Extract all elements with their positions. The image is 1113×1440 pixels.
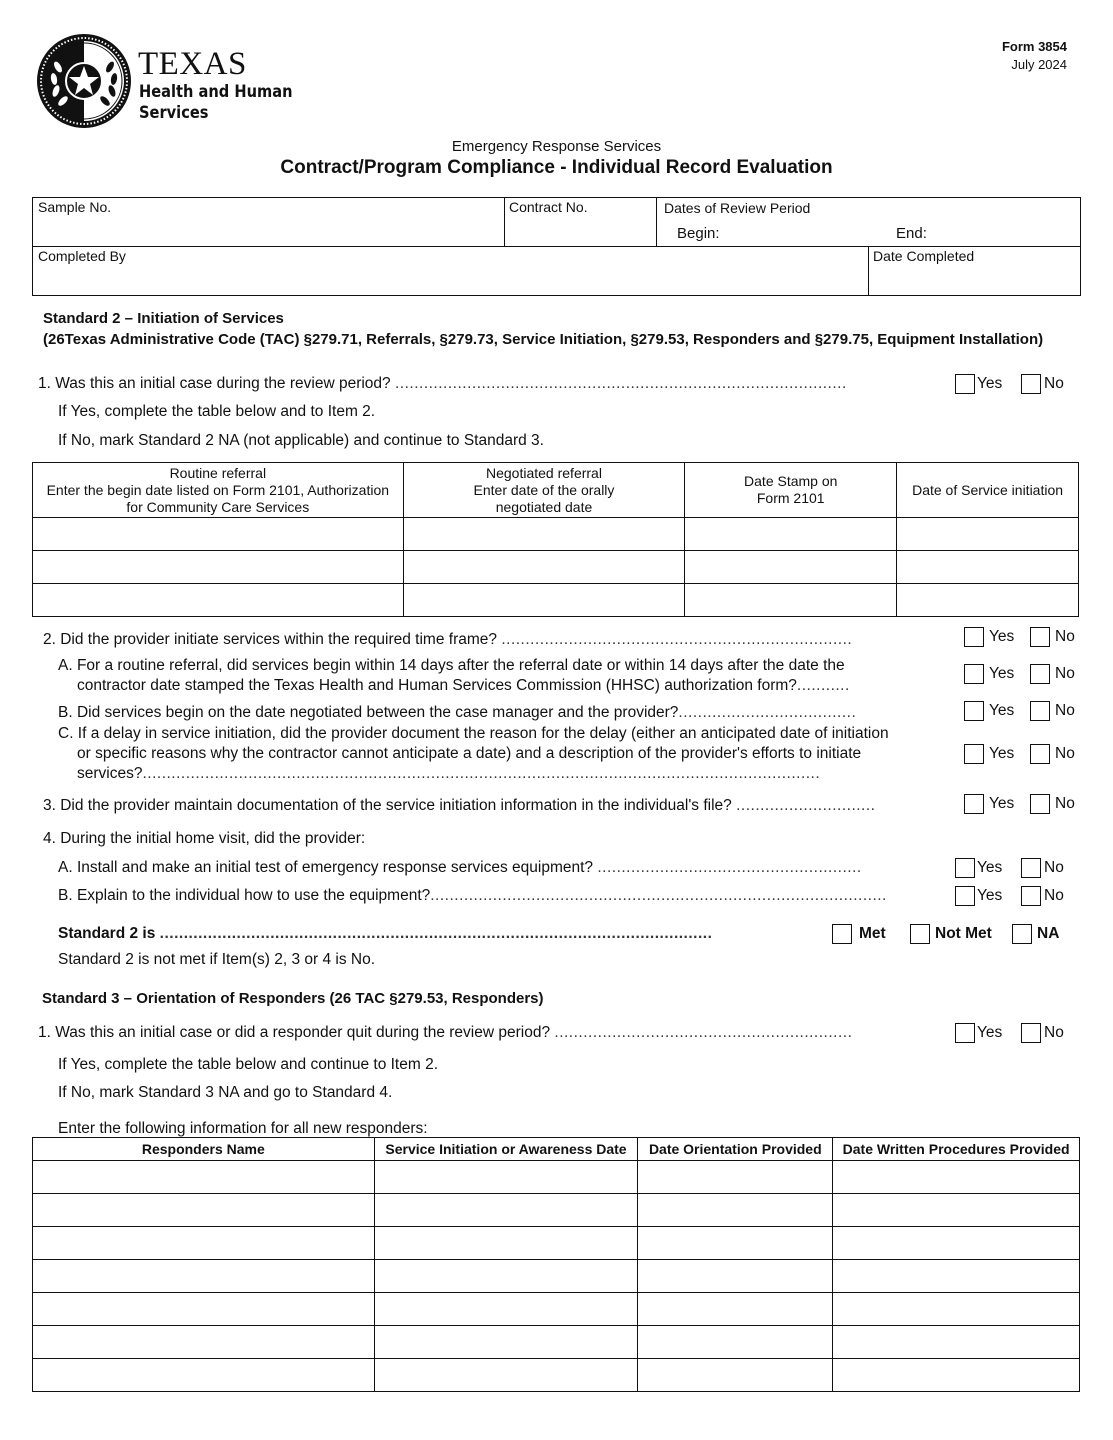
standard2-q2-text: 2. Did the provider initiate services within the required time frame? — [43, 631, 498, 648]
leader-dots: .............................................................................................. — [394, 375, 847, 392]
table-cell-input[interactable] — [897, 592, 1078, 608]
info-fields-box — [32, 197, 1081, 296]
yes-label: Yes — [989, 665, 1015, 682]
standard2-q4b-text: B. Explain to the individual how to use the equipment? — [58, 887, 431, 904]
yes-label: Yes — [977, 1024, 1003, 1041]
table-cell-input[interactable] — [638, 1334, 832, 1350]
table-cell-input[interactable] — [33, 1367, 374, 1383]
table-row — [33, 1227, 1080, 1260]
leader-dots: ............................. — [736, 797, 876, 814]
sample-no-label: Sample No. — [38, 199, 112, 215]
standard3-heading: Standard 3 – Orientation of Responders (26 TAC §279.53, Responders) — [42, 990, 544, 1007]
standard2-q3-text: 3. Did the provider maintain documentation of the service initiation information in the individual's file? — [43, 797, 732, 814]
table-cell-input[interactable] — [404, 592, 685, 608]
table-cell-input[interactable] — [833, 1202, 1079, 1218]
table-row — [33, 518, 1079, 551]
table-cell-input[interactable] — [33, 559, 403, 575]
table-cell-input[interactable] — [375, 1334, 638, 1350]
table-cell-input[interactable] — [833, 1268, 1079, 1284]
col-date-written-procedures: Date Written Procedures Provided — [833, 1138, 1080, 1161]
no-label: No — [1044, 887, 1064, 904]
standard2-result-text: Standard 2 is — [58, 925, 156, 942]
table-row — [33, 1161, 1080, 1194]
standard2-q3 — [43, 797, 875, 815]
standard2-q2-no-checkbox[interactable] — [1030, 627, 1050, 647]
standard2-q4a-no-checkbox[interactable] — [1021, 858, 1041, 878]
standard2-q2c-line1: C. If a delay in service initiation, did the provider document the reason for the delay (either an anticipated date of initiation — [58, 725, 889, 742]
standard2-q4a — [58, 859, 862, 877]
table-cell-input[interactable] — [404, 559, 685, 575]
yes-label: Yes — [989, 702, 1015, 719]
leader-dots: ..................................... — [678, 704, 857, 721]
table-cell-input[interactable] — [33, 526, 403, 542]
no-label: No — [1044, 859, 1064, 876]
standard3-q1-no-checkbox[interactable] — [1021, 1023, 1041, 1043]
table-row — [33, 1359, 1080, 1392]
standard2-q4a-text: A. Install and make an initial test of emergency response services equipment? — [58, 859, 594, 876]
completed-by-label: Completed By — [38, 248, 126, 264]
no-label: No — [1055, 628, 1075, 645]
leader-dots: .............................................................. — [554, 1024, 853, 1041]
standard2-q1-yes-checkbox[interactable] — [955, 374, 975, 394]
table-cell-input[interactable] — [638, 1235, 832, 1251]
standard2-q3-yes-checkbox[interactable] — [964, 794, 984, 814]
standard2-not-met-checkbox[interactable] — [910, 924, 930, 944]
leader-dots: ............................................................................................... — [430, 887, 887, 904]
table-cell-input[interactable] — [33, 1268, 374, 1284]
standard2-na-checkbox[interactable] — [1012, 924, 1032, 944]
page-title: Contract/Program Compliance - Individual Record Evaluation — [280, 157, 833, 178]
review-end-label: End: — [896, 225, 927, 242]
standard2-q4a-yes-checkbox[interactable] — [955, 858, 975, 878]
standard2-q2b-text: B. Did services begin on the date negotiated between the case manager and the provider? — [58, 704, 679, 721]
header-line: Enter the begin date listed on Form 2101, Authorization — [46, 481, 390, 498]
page-subtitle: Emergency Response Services — [451, 138, 662, 155]
header-line: Date Stamp on — [744, 473, 838, 489]
col-responders-name: Responders Name — [33, 1138, 375, 1161]
no-label: No — [1044, 375, 1064, 392]
header-line: Enter date of the orally — [473, 481, 615, 498]
standard2-q2c-no-checkbox[interactable] — [1030, 744, 1050, 764]
na-label: NA — [1037, 925, 1060, 942]
table-cell-input[interactable] — [638, 1367, 832, 1383]
table-cell-input[interactable] — [638, 1202, 832, 1218]
table-cell-input[interactable] — [375, 1202, 638, 1218]
form-number: Form 3854 — [1001, 39, 1067, 54]
yes-label: Yes — [989, 745, 1015, 762]
col-negotiated-referral — [403, 463, 685, 518]
review-begin-label: Begin: — [677, 225, 720, 242]
standard2-q2c-line2: or specific reasons why the contractor cannot anticipate a date) and a description of the provider's efforts to initiate — [77, 745, 862, 762]
standard2-q2c-yes-checkbox[interactable] — [964, 744, 984, 764]
header-line: Negotiated referral — [486, 464, 602, 481]
no-label: No — [1055, 665, 1075, 682]
standard3-q1-note-yes: If Yes, complete the table below and continue to Item 2. — [58, 1056, 438, 1073]
table-row — [33, 1194, 1080, 1227]
contract-no-label: Contract No. — [509, 199, 588, 215]
standard3-q1-note-no: If No, mark Standard 3 NA and go to Standard 4. — [58, 1084, 393, 1101]
table-cell-input[interactable] — [685, 559, 896, 575]
table-cell-input[interactable] — [375, 1367, 638, 1383]
standard2-q2a-yes-checkbox[interactable] — [964, 664, 984, 684]
contract-no-field[interactable] — [509, 218, 651, 242]
logo-subtitle-line1: Health and Human — [139, 82, 293, 102]
header-line: Date of Service initiation — [912, 481, 1064, 498]
standard2-q2c-line3 — [77, 765, 820, 783]
table-cell-input[interactable] — [33, 1202, 374, 1218]
standard2-met-checkbox[interactable] — [832, 924, 852, 944]
col-date-stamp — [685, 463, 897, 518]
yes-label: Yes — [977, 375, 1003, 392]
leader-dots: ......................................................................... — [501, 631, 853, 648]
responders-table — [32, 1137, 1080, 1392]
table-cell-input[interactable] — [404, 526, 685, 542]
date-completed-field[interactable] — [873, 267, 1073, 291]
standard2-q1-note-no: If No, mark Standard 2 NA (not applicable) and continue to Standard 3. — [58, 432, 544, 449]
col-routine-referral — [33, 463, 404, 518]
table-cell-input[interactable] — [33, 1169, 374, 1185]
standard2-q4b-no-checkbox[interactable] — [1021, 886, 1041, 906]
standard2-q1-no-checkbox[interactable] — [1021, 374, 1041, 394]
standard2-q2b — [58, 704, 856, 722]
met-label: Met — [859, 925, 886, 942]
header-line: Form 2101 — [756, 490, 825, 506]
standard2-q2b-no-checkbox[interactable] — [1030, 701, 1050, 721]
standard3-table-intro: Enter the following information for all new responders: — [58, 1120, 428, 1137]
standard2-q2 — [43, 631, 852, 649]
table-cell-input[interactable] — [375, 1169, 638, 1185]
texas-hhs-seal-icon — [36, 33, 132, 129]
table-cell-input[interactable] — [833, 1334, 1079, 1350]
table-cell-input[interactable] — [833, 1367, 1079, 1383]
not-met-label: Not Met — [935, 925, 992, 942]
standard2-q3-no-checkbox[interactable] — [1030, 794, 1050, 814]
standard2-q1-note-yes: If Yes, complete the table below and to Item 2. — [58, 403, 376, 420]
table-row — [33, 1326, 1080, 1359]
no-label: No — [1055, 795, 1075, 812]
table-row — [33, 551, 1079, 584]
leader-dots: ............................................................................................................................................. — [142, 765, 821, 782]
review-begin-field[interactable] — [727, 222, 887, 244]
standard2-q2b-yes-checkbox[interactable] — [964, 701, 984, 721]
yes-label: Yes — [977, 887, 1003, 904]
standard2-q2c-text: services? — [77, 765, 143, 782]
standard2-citation: (26Texas Administrative Code (TAC) §279.71, Referrals, §279.73, Service Initiation, §279.53, Responders and §279.75, Equipment Installation) — [43, 331, 1044, 348]
table-cell-input[interactable] — [375, 1268, 638, 1284]
standard2-q1-text: 1. Was this an initial case during the review period? — [38, 375, 391, 392]
standard2-heading: Standard 2 – Initiation of Services — [43, 310, 284, 327]
standard2-q2a-no-checkbox[interactable] — [1030, 664, 1050, 684]
date-completed-label: Date Completed — [873, 248, 975, 264]
standard2-q4b — [58, 887, 887, 905]
standard2-q2a-line2 — [77, 677, 850, 695]
no-label: No — [1055, 745, 1075, 762]
col-service-initiation-date: Service Initiation or Awareness Date — [374, 1138, 638, 1161]
form-revision-date: July 2024 — [1011, 57, 1067, 72]
table-cell-input[interactable] — [685, 592, 896, 608]
table-cell-input[interactable] — [638, 1169, 832, 1185]
col-date-orientation: Date Orientation Provided — [638, 1138, 833, 1161]
standard3-q1-text: 1. Was this an initial case or did a responder quit during the review period? — [38, 1024, 551, 1041]
table-cell-input[interactable] — [638, 1268, 832, 1284]
service-initiation-table — [32, 462, 1079, 617]
no-label: No — [1055, 702, 1075, 719]
table-cell-input[interactable] — [638, 1301, 832, 1317]
no-label: No — [1044, 1024, 1064, 1041]
table-cell-input[interactable] — [897, 526, 1078, 542]
standard2-q2a-line1: A. For a routine referral, did services begin within 14 days after the referral date or within 14 days after the date the — [58, 657, 845, 674]
logo-subtitle-line2: Services — [139, 103, 209, 123]
standard2-q2-yes-checkbox[interactable] — [964, 627, 984, 647]
header-line: negotiated date — [495, 498, 593, 515]
standard3-q1-yes-checkbox[interactable] — [955, 1023, 975, 1043]
header-line: for Community Care Services — [126, 498, 310, 515]
leader-dots: ................................................................................................................... — [159, 925, 713, 942]
table-cell-input[interactable] — [375, 1301, 638, 1317]
yes-label: Yes — [989, 628, 1015, 645]
table-cell-input[interactable] — [33, 1301, 374, 1317]
standard2-q4b-yes-checkbox[interactable] — [955, 886, 975, 906]
col-date-service-initiation — [897, 463, 1079, 518]
logo-subtitle — [139, 82, 292, 124]
standard2-q4: 4. During the initial home visit, did the provider: — [43, 830, 366, 847]
table-row — [33, 1260, 1080, 1293]
yes-label: Yes — [989, 795, 1015, 812]
table-cell-input[interactable] — [685, 526, 896, 542]
table-cell-input[interactable] — [833, 1235, 1079, 1251]
table-cell-input[interactable] — [33, 1334, 374, 1350]
table-row — [33, 1293, 1080, 1326]
logo-title: TEXAS — [138, 46, 247, 82]
review-end-field[interactable] — [933, 222, 1073, 244]
sample-no-field[interactable] — [37, 218, 497, 242]
leader-dots: ....................................................... — [597, 859, 862, 876]
table-cell-input[interactable] — [33, 592, 403, 608]
header-line: Routine referral — [169, 464, 267, 481]
table-row — [33, 584, 1079, 617]
standard2-q1 — [38, 375, 847, 393]
standard2-result — [58, 925, 712, 943]
standard3-q1 — [38, 1024, 852, 1042]
yes-label: Yes — [977, 859, 1003, 876]
standard2-result-note: Standard 2 is not met if Item(s) 2, 3 or 4 is No. — [58, 951, 376, 968]
standard2-q2a-text: contractor date stamped the Texas Health and Human Services Commission (HHSC) authorization form? — [77, 677, 797, 694]
table-cell-input[interactable] — [833, 1169, 1079, 1185]
table-cell-input[interactable] — [375, 1235, 638, 1251]
table-cell-input[interactable] — [33, 1235, 374, 1251]
review-period-label: Dates of Review Period — [664, 200, 811, 216]
leader-dots: ........... — [796, 677, 850, 694]
table-cell-input[interactable] — [833, 1301, 1079, 1317]
table-cell-input[interactable] — [897, 559, 1078, 575]
completed-by-field[interactable] — [37, 267, 862, 291]
